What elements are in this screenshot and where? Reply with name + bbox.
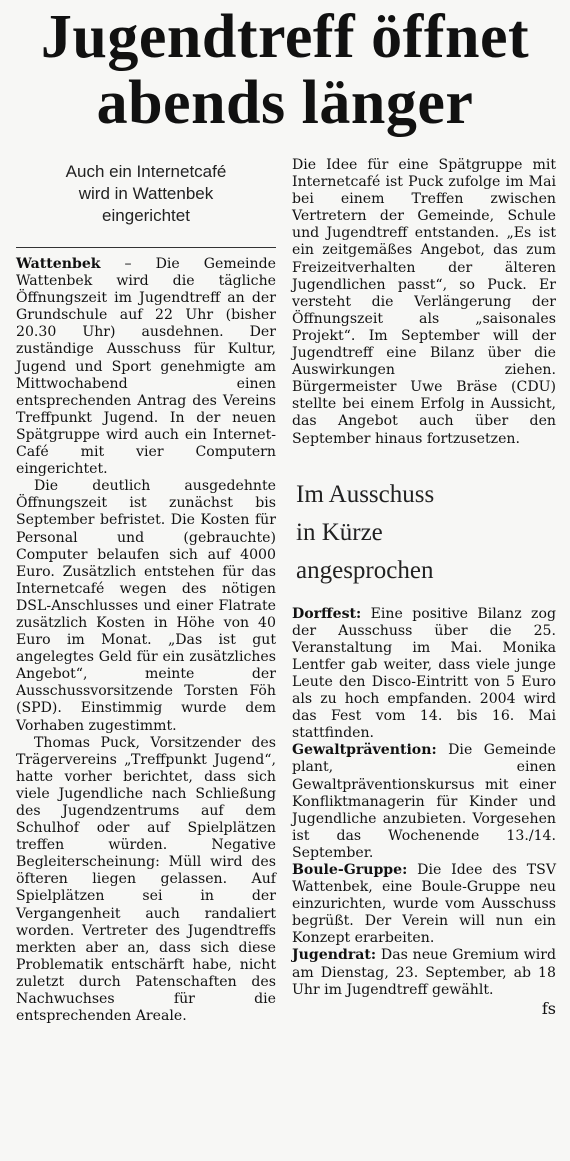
teaser xyxy=(16,161,276,248)
teaser-line-2: wird in Wattenbek xyxy=(78,184,214,203)
box-item-boule-gruppe xyxy=(292,862,556,947)
box-item-label: Gewaltprävention: xyxy=(292,742,437,759)
dateline: Wattenbek xyxy=(16,256,101,272)
article-paragraph-4: Die Idee für eine Spätgruppe mit Internetcafé ist Puck zufolge im Mai bei einem Treffen zwischen Vertretern der Gemeinde, Schule und Jugendtreff entstanden. „Es ist ein zeitgemäßes Angebot, das zum Freizeitverhalten der älteren Jugendlichen passt“, so Puck. Er versteht die Verlängerung der Öffnungszeit als „saisonales Projekt“. Im September will der Jugendtreff eine Bilanz über die Auswirkungen ziehen. Bürgermeister Uwe Bräse (CDU) stellte bei einem Erfolg in Aussicht, das Angebot auch über den September hinaus fortzusetzen. xyxy=(292,157,556,447)
paragraph-1-text: – Die Gemeinde Wattenbek wird die tägliche Öffnungszeit im Jugendtreff an der Grundschule auf 22 Uhr (bisher 20.30 Uhr) ausdehnen. Der zuständige Ausschuss für Kultur, Jugend und Sport genehmigte am Mittwochabend einen entsprechenden Antrag des Vereins Treffpunkt Jugend. In der neuen Spätgruppe wird auch ein Internet-Café mit vier Computern eingerichtet. xyxy=(16,256,276,478)
box-item-text: Die Idee des TSV Wattenbek, eine Boule-Gruppe neu einzurichten, wurde vom Ausschuss begrüßt. Der Verein will nun ein Konzept erarbeiten. xyxy=(292,862,556,947)
author-signature: fs xyxy=(541,998,556,1018)
box-item-text: Die Gemeinde plant, einen Gewaltpräventionskursus mit einer Konfliktmanagerin für Kinder und Jugendliche anzubieten. Vorgesehen ist das Wochenende 13./14. September. xyxy=(292,742,556,861)
headline xyxy=(0,4,570,136)
left-column xyxy=(16,157,276,1025)
box-item-label: Jugendrat: xyxy=(292,947,377,964)
article-paragraph-3: Thomas Puck, Vorsitzender des Trägervereins „Treffpunkt Jugend“, hatte vorher berichtet, dass sich viele Jugendliche nach Schließung des Jugendzentrums auf dem Schulhof oder auf Spielplätzen treffen würden. Negative Begleiterscheinung: Müll wird des öfteren liegen gelassen. Auf Spielplätzen sei in der Vergangenheit auch randaliert worden. Vertreter des Jugendtreffs merkten aber an, dass sich diese Problematik entschärft habe, nicht zuletzt durch Patenschaften des Nachwuchses für die entsprechenden Areale. xyxy=(16,734,276,1025)
box-item-label: Boule-Gruppe: xyxy=(292,862,408,878)
box-item-dorffest xyxy=(292,606,556,743)
article-paragraph-2: Die deutlich ausgedehnte Öffnungszeit ist zunächst bis September befristet. Die Kosten für Personal und (gebrauchte) Computer belaufen sich auf 4000 Euro. Zusätzlich entstehen für das Internetcafé wegen des nötigen DSL-Anschlusses und einer Flatrate zusätzlich Kosten in Höhe von 40 Euro im Monat. „Das ist gut angelegtes Geld für ein zusätzliches Angebot“, meinte der Ausschussvorsitzende Torsten Föh (SPD). Einstimmig wurde dem Vorhaben zugestimmt. xyxy=(16,478,276,734)
box-title-line-2: in Kürze xyxy=(296,518,383,546)
article-paragraph-1 xyxy=(16,256,276,478)
box-item-text: Das neue Gremium wird am Dienstag, 23. September, ab 18 Uhr im Jugendtreff gewählt. xyxy=(292,947,556,998)
box-item-label: Dorffest: xyxy=(292,605,362,622)
headline-line-1: Jugendtreff öffnet xyxy=(40,3,530,71)
box-title-line-1: Im Ausschuss xyxy=(296,480,435,508)
teaser-line-3: eingerichtet xyxy=(102,206,190,225)
box-item-jugendrat xyxy=(292,947,556,998)
headline-line-2: abends länger xyxy=(96,69,474,137)
box-title xyxy=(296,476,556,590)
right-column xyxy=(292,157,556,1018)
box-item-gewaltpraevention xyxy=(292,742,556,862)
teaser-line-1: Auch ein Internetcafé xyxy=(65,162,227,181)
box-title-line-3: angesprochen xyxy=(296,556,434,584)
box-item-text: Eine positive Bilanz zog der Ausschuss über die 25. Veranstaltung im Mai. Monika Lentfer gab weiter, dass viele junge Leute den Disco-Eintritt von 5 Euro als zu hoch empfanden. 2004 wird das Fest vom 14. bis 16. Mai stattfinden. xyxy=(292,605,556,742)
